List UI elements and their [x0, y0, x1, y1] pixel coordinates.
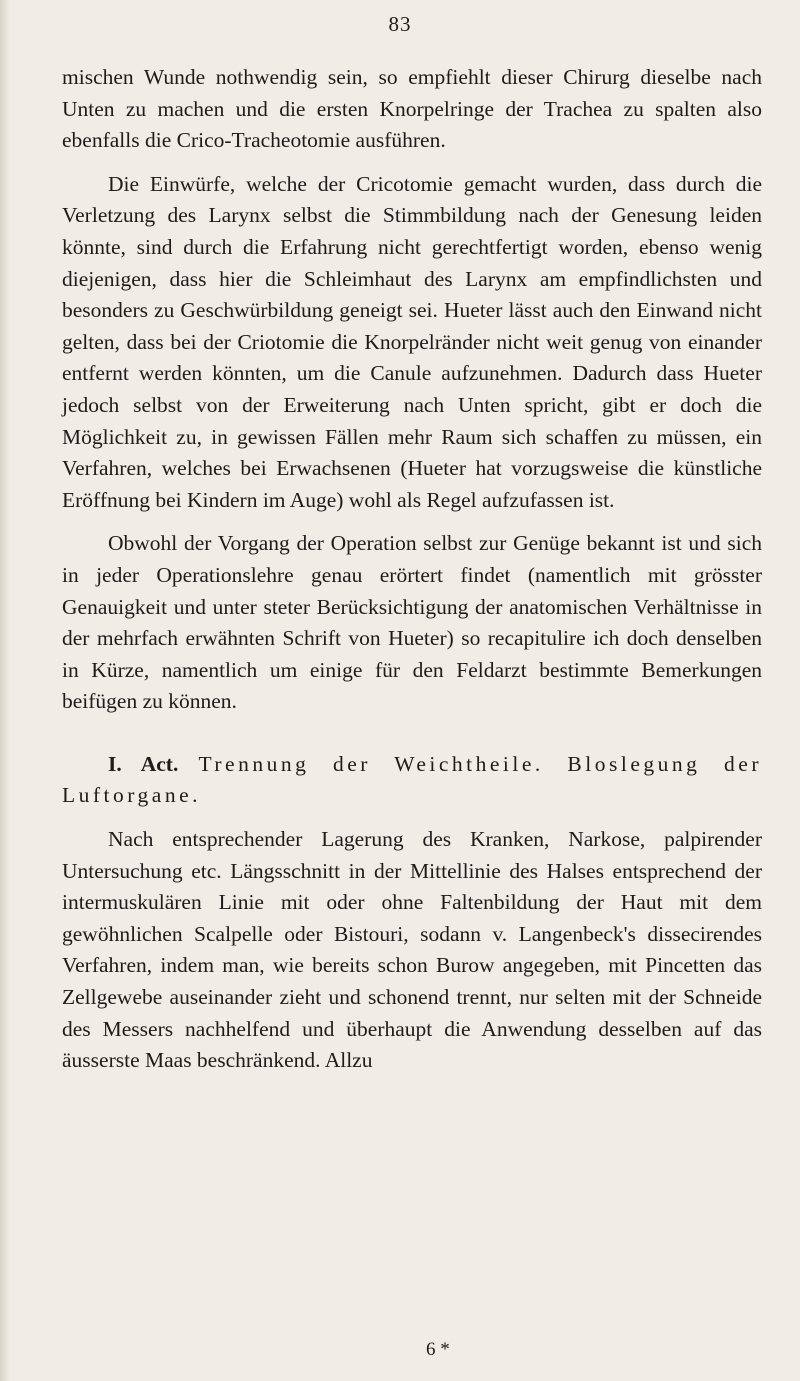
printer-signature-mark: 6 * — [426, 1339, 450, 1360]
section-heading-text: Trennung der Weichtheile. Bloslegung der Luftorgane. — [62, 751, 762, 808]
page-number: 83 — [388, 12, 412, 36]
paragraph-4: Nach entsprechender Lagerung des Kranken, Narkose, palpirender Untersuchung etc. Längsschnitt in der Mittellinie des Halses entsprechend der intermuskulären Linie mit oder ohne Faltenbildung der Haut mit dem gewöhnlichen Scalpelle oder Bistouri, sodann v. Langenbeck's dissecirendes Verfahren, indem man, wie bereits schon Burow angegeben, mit Pincetten das Zellgewebe auseinander zieht und schonend trennt, nur selten mit der Schneide des Messers nachhelfend und überhaupt die Anwendung desselben auf das äusserste Maas beschränkend. Allzu — [62, 827, 762, 1073]
page-edge-shadow — [0, 0, 10, 1381]
section-heading-number: I. Act. — [108, 751, 179, 776]
page-body — [62, 62, 762, 1077]
paragraph-1: mischen Wunde nothwendig sein, so empfiehlt dieser Chirurg dieselbe nach Unten zu machen und die ersten Knorpelringe der Trachea zu spalten also ebenfalls die Crico-Tracheotomie ausführen. — [62, 65, 762, 153]
paragraph-3: Obwohl der Vorgang der Operation selbst zur Genüge bekannt ist und sich in jeder Operationslehre genau erörtert findet (namentlich mit grösster Genauigkeit und unter steter Berücksichtigung der anatomischen Verhältnisse in der mehrfach erwähnten Schrift von Hueter) so recapitulire ich doch denselben in Kürze, namentlich um einige für den Feldarzt bestimmte Bemerkungen beifügen zu können. — [62, 531, 762, 714]
paragraph-2: Die Einwürfe, welche der Cricotomie gemacht wurden, dass durch die Verletzung des Larynx selbst die Stimmbildung nach der Genesung leiden könnte, sind durch die Erfahrung nicht gerechtfertigt worden, ebenso wenig diejenigen, dass hier die Schleimhaut des Larynx am empfindlichsten und besonders zu Geschwürbildung geneigt sei. Hueter lässt auch den Einwand nicht gelten, dass bei der Criotomie die Knorpelränder nicht weit genug von einander entfernt werden könnten, um die Canule aufzunehmen. Dadurch dass Hueter jedoch selbst von der Erweiterung nach Unten spricht, gibt er doch die Möglichkeit zu, in gewissen Fällen mehr Raum sich schaffen zu müssen, ein Verfahren, welches bei Erwachsenen (Hueter hat vorzugsweise die künstliche Eröffnung bei Kindern im Auge) wohl als Regel aufzufassen ist. — [62, 171, 762, 512]
section-heading — [62, 749, 762, 812]
